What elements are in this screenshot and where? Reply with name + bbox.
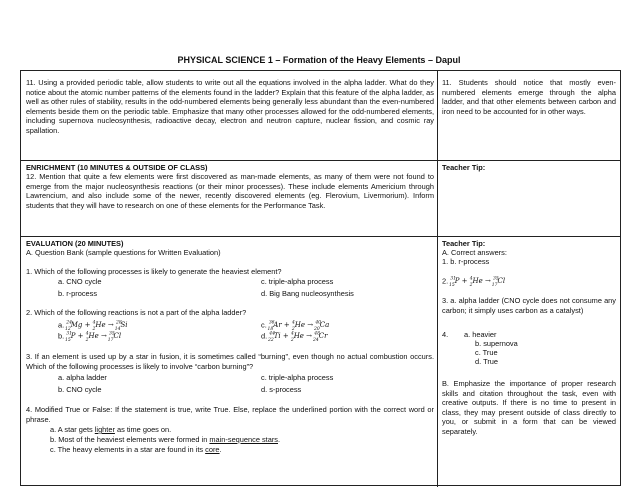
q3-option-c: c. triple-alpha process — [261, 373, 334, 382]
tip-answer-4c: c. True — [475, 348, 498, 357]
q4-item-c: c. The heavy elements in a star are found in its core. — [50, 445, 222, 454]
q1-option-d: d. Big Bang nucleosynthesis — [261, 289, 354, 298]
tip-answer-4b: b. supernova — [475, 339, 518, 348]
main-cell — [21, 237, 438, 487]
q2-option-b: b. $^{31}_{15}$P + $^4_2$He → $^{35}_{17}$Cl — [58, 331, 122, 343]
row-enrichment — [21, 160, 620, 236]
activity-11-text: 11. Using a provided periodic table, allow students to write out all the equations involved in the alpha ladder. What do they notice about the atomic number patterns of the elements found in the ladder? Explain that this feature of the alpha ladder, as well as other rules of stability, results in the odd-numbered elements being generally less abundant than the even-numbered elements beside them on the periodic table. Emphasize that many other processes allowed for the odd-numbered elements, including supernova nucleosynthesis, radioactive decay, electron and neutron capture, nuclear fission, and cosmic ray spallation. — [26, 78, 434, 135]
tip-answer-4d: d. True — [475, 357, 499, 366]
reaction-p-cl-answer: $^{31}_{15}$P + $^4_2$He → $^{35}_{17}$Cl — [448, 277, 506, 288]
q3-option-d: d. s-process — [261, 385, 302, 394]
tip-answer-2: 2. $^{31}_{15}$P + $^4_2$He → $^{35}_{17}$Cl — [442, 276, 506, 288]
question-3: 3. If an element is used up by a star in fusion, it is sometimes called “burning”, even though no actual combustion occurs. Which of the following processes is likely to involve “carbon burning”? — [26, 352, 434, 371]
q1-option-c: c. triple-alpha process — [261, 277, 334, 286]
page-title: PHYSICAL SCIENCE 1 – Formation of the Heavy Elements – Dapul — [177, 55, 461, 65]
q3-option-a: a. alpha ladder — [58, 373, 107, 382]
tip-answer-4a: a. heavier — [464, 330, 497, 339]
row-alpha-ladder — [21, 71, 620, 160]
reaction-p-cl: $^{31}_{15}$P + $^4_2$He → $^{35}_{17}$Cl — [64, 332, 122, 343]
teacher-tip-heading: Teacher Tip: — [442, 239, 486, 248]
tip-cell — [438, 161, 620, 236]
q4-item-b: b. Most of the heaviest elements were formed in main-sequence stars. — [50, 435, 281, 444]
lesson-table — [20, 70, 621, 486]
evaluation-heading: EVALUATION (20 MINUTES) — [26, 239, 124, 248]
question-bank-label: A. Question Bank (sample questions for Written Evaluation) — [26, 248, 221, 257]
main-cell — [21, 161, 438, 236]
tip-11-text: 11. Students should notice that mostly even-numbered elements emerge through the alpha ladder, and that other elements between carbon and iron need to be accounted for in other ways. — [442, 78, 616, 116]
reaction-ti-cr: $^{44}_{22}$Ti + $^4_2$He → $^{48}_{24}$Cr — [267, 332, 328, 343]
tip-cell — [438, 237, 620, 487]
tip-answer-4: 4. — [442, 330, 449, 339]
question-4: 4. Modified True or False: If the statement is true, write True. Else, replace the underlined portion with the correct word or phrase. — [26, 405, 434, 424]
q2-option-d: d. $^{44}_{22}$Ti + $^4_2$He → $^{48}_{24}$Cr — [261, 331, 328, 343]
q1-option-a: a. CNO cycle — [58, 277, 102, 286]
q2-option-c: c. $^{36}_{18}$Ar + $^4_2$He → $^{40}_{20}$Ca — [261, 320, 330, 332]
question-2: 2. Which of the following reactions is not a part of the alpha ladder? — [26, 308, 247, 317]
teacher-tip-heading: Teacher Tip: — [442, 163, 486, 172]
q1-option-b: b. r-process — [58, 289, 98, 298]
reaction-mg-si: $^{24}_{12}$Mg + $^4_2$He → $^{28}_{14}$Si — [64, 321, 128, 332]
tip-performance-task: B. Emphasize the importance of proper research skills and citation throughout the task, even with creative outputs. If there is no time to present in class, they may present outside of class directly to you, or submit in a form that can be viewed separately. — [442, 379, 616, 436]
question-1: 1. Which of the following processes is likely to generate the heaviest element? — [26, 267, 282, 276]
row-evaluation — [21, 236, 620, 487]
tip-answer-3: 3. a. alpha ladder (CNO cycle does not consume any carbon; it simply uses carbon as a catalyst) — [442, 296, 616, 315]
reaction-ar-ca: $^{36}_{18}$Ar + $^4_2$He → $^{40}_{20}$Ca — [267, 321, 330, 332]
tip-correct-answers: A. Correct answers: — [442, 248, 507, 257]
q4-item-a: a. A star gets lighter as time goes on. — [50, 425, 172, 434]
main-cell — [21, 71, 438, 160]
q2-option-a: a. $^{24}_{12}$Mg + $^4_2$He → $^{28}_{14}$Si — [58, 320, 128, 332]
activity-12-text: 12. Mention that quite a few elements were first discovered as man-made elements, as many of them were not found to emerge from the major nucleosynthesis reactions (or their minor processes). These include elements Americium through Lawrencium, and also include some of the newer, recently discovered elements (eg. Flerovium, Livermorium). Inform students that they will have to research on one of these elements for the Performance Task. — [26, 172, 434, 210]
tip-cell — [438, 71, 620, 160]
q3-option-b: b. CNO cycle — [58, 385, 102, 394]
enrichment-heading: ENRICHMENT (10 MINUTES & OUTSIDE OF CLASS) — [26, 163, 208, 172]
tip-answer-1: 1. b. r-process — [442, 257, 490, 266]
